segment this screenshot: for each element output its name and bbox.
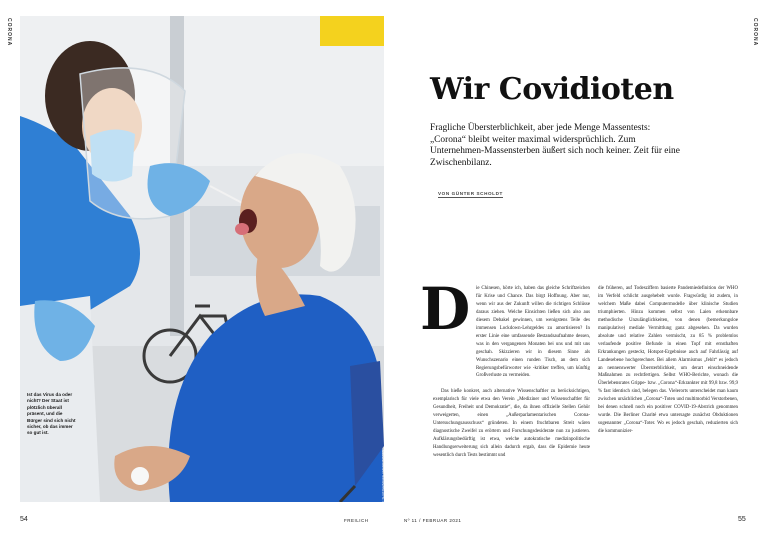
article-headline: Wir Covidioten [430, 72, 674, 107]
body-column-1-bottom [433, 388, 590, 460]
section-label-right: CORONA [752, 18, 758, 47]
page-number-left: 54 [20, 516, 28, 523]
paragraph: ie Chinesen, hörte ich, haben das gleiche Schriftzeichen für Krise und Chance. Das birgt Hoffnung. Aber nur, wenn wir aus der Zukunft willen die richtigen Schlüsse daraus ziehen. Welche Einsichten ließen sich also aus diesem Debakel gewinnen, um wenigstens Teile des immensen Lockdown-Lehrgeldes zu amortisieren? In erster Linie eine umfassende Bestandsaufnahme dessen, was in den vergangenen Monaten bei uns und mit uns geschah. Skizzieren wir in diesem Sinne als Wunschszenario einen runden Tisch, an dem sich Regierungsbefürworter wie -kritiker treffen, um künftig Großverluste zu vermeiden. [476, 286, 590, 379]
drop-cap: D [420, 275, 471, 343]
section-label-left: CORONA [6, 18, 12, 47]
body-column-2 [598, 285, 738, 509]
body-column-1-top [476, 285, 590, 380]
magazine-name: FREILICH [344, 518, 369, 523]
article-byline: VON GÜNTER SCHOLDT [438, 191, 503, 196]
photo-credit: FOTO: SHUTTERSTOCK / IMAGO IMAGES [381, 450, 385, 510]
issue-label: Nº 11 / FEBRUAR 2021 [404, 518, 462, 523]
photo-caption: Ist das Virus da oder nicht? Der Staat ist plötzlich überall präsent, und die Bürger sind sich nicht sicher, ob das immer so gut ist. [27, 392, 76, 436]
yellow-sign [320, 16, 384, 46]
paragraph: die früheren, auf Todesziffern basierte Pandemiedefinition der WHO im Verfeld schlicht ausgehebelt wurde. Fragwürdig ist zudem, in welchem Maße dabei Computermodelle über klinische Studien triumphierten. Hinzu kommen selbst von Laien erkennbare methodische Unzulänglichkeiten, von denen (bemerkungsloe manipulative) mediale Vermittlung ganz abgesehen. Da wurden absolute und relative Zahlen vermischt, zu 85 % problemlos verlaufende positive Befunde in einen Topf mit ernsthaften Erkrankungen gesteckt, Hotspot-Ergebnisse auch auf Fahrlässig auf Landesebene hochgerechnet. Bei allem Alarmismus „fehlt“ es jedoch an nennenswerter Übersterblichkeit, um derart einschneidende Maßnahmen zu rechtfertigen. Selbst WHO-Berichte, wonach die Überlebensrates Grippe- bzw. „Corona“-Erkrankter mit 99,8 bzw. 99,9 % fast identisch sind, belegen das. Vielerorts unterscheidet man kaum zwischen ursächlichen „Corona“-Toten und multimorbid Verstorbenen, bei denen schnell noch ein positiver COVID-19-Abstrich genommen wurde. Die Berliner Charité etwa untersagte zunächst Obduktionen sogenannter „Corona“-Toter. Wo es jedoch geschah, reduzierten sich die kommunizier- [598, 286, 738, 435]
paragraph: Das hieße konkret, auch alternative Wissenschaftler zu berücksichtigen, exemplarisch für viele etwa den Verein „Mediziner und Wissenschaftler für Gesundheit, Freiheit und Demokratie“, die, da ihnen offizielle Stellen Gehör verweigerten, einen „Außerparlamentarischen Corona-Untersuchungsausschuss“ gründeten. In einem fruchtbaren Streit wären diagnostische Zweifel zu erörtern und Forschungsdesiderate nun zu justieren. Aufklärungsbedürftig ist etwa, welche autokratische medizinpolitische Handlungserweiterung sich allein dadurch ergab, dass die Epidemie heute wesentlich durch Tests bestimmt und [433, 389, 590, 458]
page-number-right: 55 [738, 516, 746, 523]
article-lede: Fragliche Übersterblichkeit, aber jede Menge Massentests: „Corona“ bleibt weiter maximal widersprüchlich. Zum Unternehmen-Massensterben äußert sich noch keiner. Zeit für eine Zwischenbilanz. [430, 123, 680, 168]
